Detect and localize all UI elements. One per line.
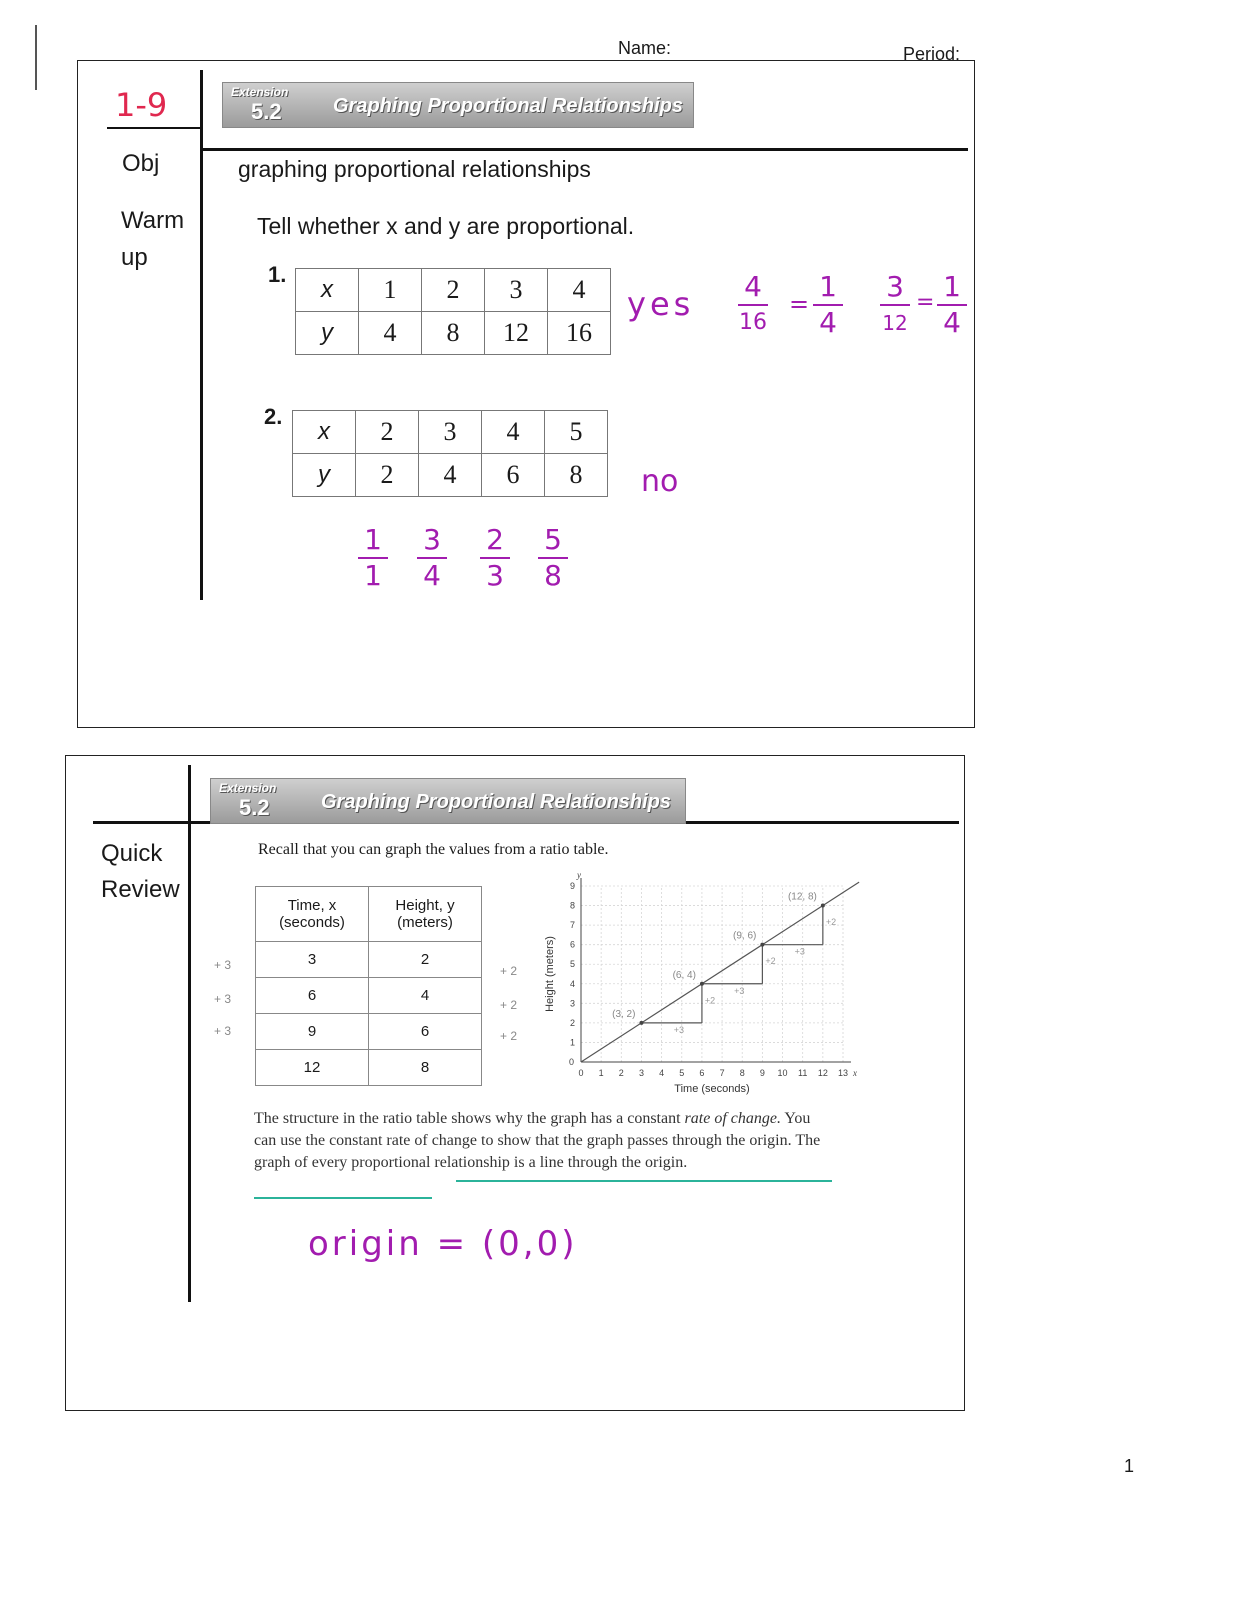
denominator: 4 — [819, 306, 837, 339]
work-fraction — [937, 272, 967, 338]
x-tick-label: 6 — [699, 1068, 705, 1078]
table-cell: 6 — [256, 978, 369, 1014]
prompt-text: Tell whether x and y are proportional. — [257, 213, 635, 239]
table-cell: 4 — [419, 454, 482, 497]
step-run-label: +3 — [734, 985, 745, 996]
x-tick-label: 3 — [638, 1068, 644, 1078]
table-cell: 4 — [369, 978, 482, 1014]
table-cell: 4 — [548, 269, 611, 312]
y-tick-label: 9 — [569, 881, 575, 891]
point-label: (6, 4) — [672, 969, 696, 981]
x-tick-label: 12 — [817, 1068, 828, 1078]
equals-sign: = — [916, 290, 935, 315]
denominator: 3 — [486, 559, 504, 592]
series-line — [581, 882, 859, 1062]
recall-text: Recall that you can graph the values from a ratio table. — [258, 841, 609, 858]
table-cell: 4 — [359, 312, 422, 355]
data-point — [760, 943, 764, 947]
problem-2-table — [292, 410, 608, 497]
equals-sign: = — [789, 290, 810, 318]
numerator: 3 — [886, 270, 904, 303]
left-step: + 3 — [214, 1024, 232, 1038]
table-cell: 5 — [545, 411, 608, 454]
numerator: 2 — [486, 523, 504, 556]
step-run-label: +3 — [794, 946, 805, 957]
problem-1-answer: yes — [627, 285, 695, 323]
numerator: 1 — [364, 523, 382, 556]
table-cell: 2 — [356, 454, 419, 497]
ratio-fraction — [538, 525, 568, 591]
x-tick-label: 13 — [837, 1068, 849, 1078]
table-cell: 6 — [482, 454, 545, 497]
problem-2-label: 2. — [264, 404, 283, 429]
y-axis-symbol: y — [577, 870, 581, 880]
point-label: (12, 8) — [787, 891, 817, 903]
slide-2-divider — [188, 765, 191, 1302]
slide-1-banner — [222, 82, 694, 128]
table-cell: 1 — [359, 269, 422, 312]
work-fraction — [880, 272, 910, 338]
x-tick-label: 10 — [777, 1068, 788, 1078]
work-fraction — [813, 272, 843, 338]
problem-1-label: 1. — [268, 262, 287, 287]
name-label: Name: — [618, 38, 672, 58]
banner-number: 5.2 — [251, 99, 282, 124]
y-tick-label: 3 — [569, 998, 575, 1009]
right-step: + 2 — [500, 964, 518, 978]
warmup-label: Warm — [121, 207, 185, 234]
page-number: 1 — [1124, 1456, 1135, 1476]
y-tick-label: 2 — [569, 1017, 575, 1028]
x-tick-label: 5 — [679, 1068, 685, 1078]
step-rise-label: +2 — [765, 956, 776, 967]
x-tick-label: 2 — [618, 1068, 624, 1078]
ratio-header-height: Height, y (meters) — [369, 887, 482, 942]
x-axis-label: Time (seconds) — [674, 1083, 750, 1095]
quick-review-label: Quick — [101, 840, 163, 867]
table-cell: 2 — [356, 411, 419, 454]
numerator: 1 — [943, 270, 961, 303]
data-point — [639, 1021, 643, 1025]
data-point — [700, 982, 704, 986]
obj-label: Obj — [122, 150, 160, 177]
work-fraction — [738, 272, 768, 338]
step-rise-label: +2 — [825, 917, 837, 928]
x-tick-label: 0 — [578, 1068, 584, 1078]
y-tick-label: 4 — [569, 978, 575, 989]
left-step: + 3 — [214, 958, 232, 972]
table-header-x: x — [296, 269, 359, 312]
lesson-number: 1-9 — [115, 86, 168, 124]
table-header-y: y — [293, 454, 356, 497]
problem-1-table — [295, 268, 611, 355]
banner-tag: Extension — [231, 85, 289, 99]
paragraph-emphasis: rate of change. — [684, 1110, 781, 1127]
table-cell: 6 — [369, 1014, 482, 1050]
ratio-fraction — [480, 525, 510, 591]
table-cell: 9 — [256, 1014, 369, 1050]
table-cell: 3 — [419, 411, 482, 454]
numerator: 1 — [819, 270, 837, 303]
x-tick-label: 11 — [798, 1068, 808, 1078]
table-header-y: y — [296, 312, 359, 355]
banner-tag: Extension — [219, 781, 277, 795]
slide-2-banner — [210, 778, 686, 824]
step-run-label: +3 — [673, 1024, 684, 1035]
banner-title: Graphing Proportional Relationships — [321, 791, 672, 813]
numerator: 4 — [744, 270, 762, 303]
ratio-header-time: Time, x (seconds) — [256, 887, 369, 942]
y-tick-label: 1 — [569, 1037, 575, 1048]
proportional-graph — [535, 870, 855, 1105]
lesson-underline — [107, 127, 200, 129]
numerator: 3 — [423, 523, 441, 556]
highlight-underline — [456, 1180, 832, 1182]
table-cell: 4 — [482, 411, 545, 454]
table-cell: 3 — [485, 269, 548, 312]
denominator: 4 — [943, 306, 961, 339]
table-header-x: x — [293, 411, 356, 454]
slide-1-rule — [200, 148, 968, 151]
highlight-underline — [254, 1197, 432, 1199]
y-tick-label: 5 — [569, 959, 575, 970]
denominator: 12 — [882, 311, 908, 335]
y-tick-label: 0 — [568, 1057, 574, 1067]
period-label: Period: — [903, 44, 961, 64]
table-cell: 8 — [369, 1050, 482, 1086]
paragraph-text: The structure in the ratio table shows why the graph has a constant — [254, 1110, 685, 1127]
numerator: 5 — [544, 523, 562, 556]
x-axis-symbol: x — [853, 1068, 857, 1078]
point-label: (3, 2) — [612, 1008, 636, 1020]
right-step: + 2 — [500, 1029, 518, 1043]
margin-mark — [35, 25, 37, 90]
y-tick-label: 6 — [569, 939, 575, 950]
left-step: + 3 — [214, 992, 232, 1006]
ratio-table — [255, 886, 482, 1086]
x-tick-label: 4 — [659, 1068, 665, 1078]
warmup-label-2: up — [121, 244, 148, 271]
table-cell: 16 — [548, 312, 611, 355]
denominator: 16 — [739, 310, 767, 335]
denominator: 1 — [364, 559, 382, 592]
origin-note: origin = (0,0) — [308, 1224, 578, 1264]
banner-number: 5.2 — [239, 795, 270, 820]
denominator: 8 — [544, 559, 562, 592]
denominator: 4 — [423, 559, 441, 592]
x-tick-label: 9 — [759, 1068, 765, 1078]
table-cell: 8 — [545, 454, 608, 497]
x-tick-label: 7 — [719, 1068, 725, 1078]
x-tick-label: 1 — [598, 1068, 604, 1078]
point-label: (9, 6) — [733, 930, 757, 942]
ratio-fraction — [358, 525, 388, 591]
y-tick-label: 7 — [569, 920, 575, 931]
right-step: + 2 — [500, 998, 518, 1012]
y-axis-label: Height (meters) — [544, 936, 556, 1012]
objective-text: graphing proportional relationships — [238, 156, 591, 182]
y-tick-label: 8 — [569, 900, 575, 911]
table-cell: 12 — [485, 312, 548, 355]
warmup-prompt — [257, 213, 634, 240]
table-cell: 8 — [422, 312, 485, 355]
table-cell: 12 — [256, 1050, 369, 1086]
problem-2-answer: no — [641, 464, 679, 499]
explanation-paragraph — [254, 1108, 834, 1174]
table-cell: 3 — [256, 942, 369, 978]
x-tick-label: 8 — [739, 1068, 745, 1078]
banner-title: Graphing Proportional Relationships — [333, 95, 684, 117]
step-rise-label: +2 — [704, 995, 716, 1006]
ratio-fraction — [417, 525, 447, 591]
paragraph-text-2: You can use the constant rate of change to show that the graph passes through the origin. The graph of every proportional relationship is a line through the origin. — [254, 1110, 821, 1171]
table-cell: 2 — [369, 942, 482, 978]
table-cell: 2 — [422, 269, 485, 312]
data-point — [821, 904, 825, 908]
quick-review-label-2: Review — [101, 876, 180, 903]
